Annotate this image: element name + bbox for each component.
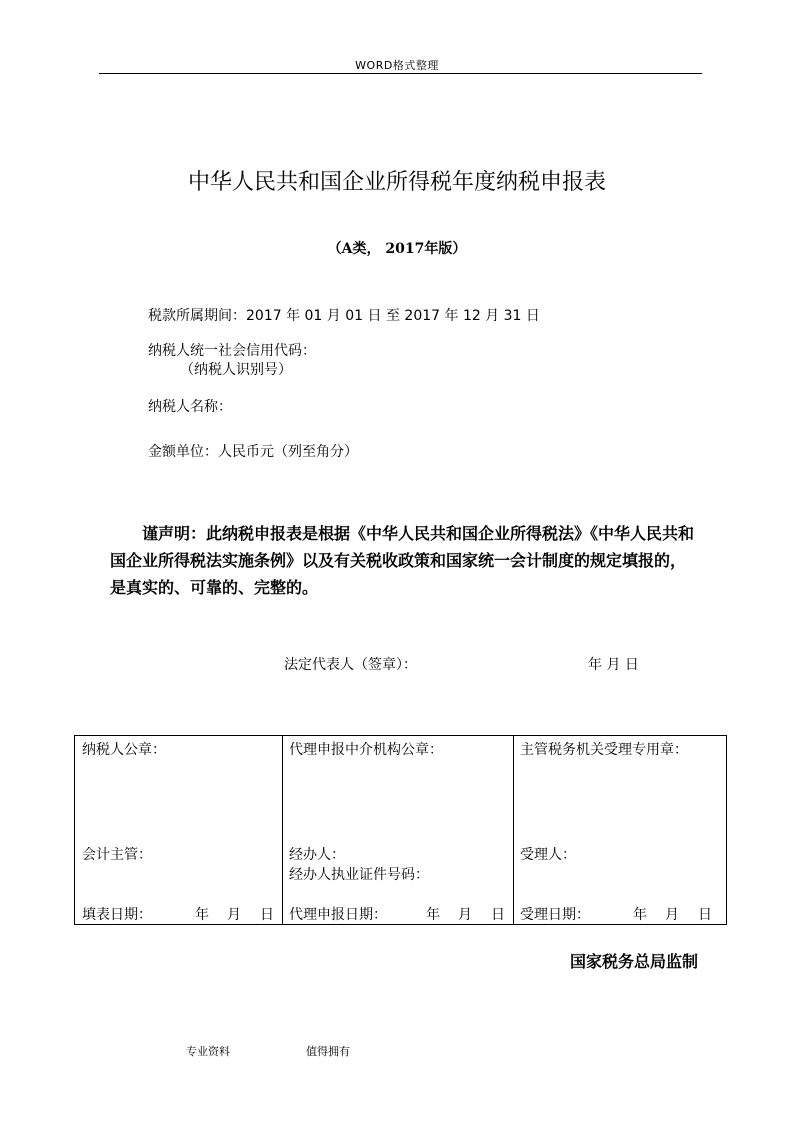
legal-rep-date: 年 月 日	[588, 657, 639, 673]
receiver-label: 受理人：	[520, 847, 576, 863]
credit-code-label: 纳税人统一社会信用代码：	[148, 343, 316, 359]
form-subtitle: （A类， 2017年版）	[327, 241, 467, 257]
fill-date-year: 年	[195, 907, 209, 923]
fill-date-label: 填表日期：	[82, 907, 152, 923]
agency-date-year: 年	[426, 907, 440, 923]
agency-seal-label: 代理申报中介机构公章：	[289, 742, 443, 758]
agency-date-day: 日	[491, 907, 505, 923]
fill-date-day: 日	[260, 907, 274, 923]
taxpayer-seal-cell	[75, 736, 283, 925]
header-rule	[99, 73, 702, 74]
tax-authority-seal-label: 主管税务机关受理专用章：	[520, 742, 688, 758]
tax-period: 税款所属期间：2017 年 01 月 01 日 至 2017 年 12 月 31 日	[148, 308, 540, 324]
fill-date-month: 月	[227, 907, 241, 923]
handler-cert-label: 经办人执业证件号码：	[289, 867, 429, 883]
taxpayer-id-note: （纳税人识别号）	[180, 362, 292, 378]
stamp-table	[74, 735, 727, 925]
legal-rep-label: 法定代表人（签章）：	[284, 657, 417, 673]
receive-date-day: 日	[698, 907, 712, 923]
amount-unit: 金额单位：人民币元（列至角分）	[148, 444, 358, 460]
receive-date-year: 年	[633, 907, 647, 923]
receive-date-label: 受理日期：	[520, 907, 590, 923]
receive-date-month: 月	[665, 907, 679, 923]
taxpayer-seal-label: 纳税人公章：	[82, 742, 166, 758]
accountant-label: 会计主管：	[82, 847, 152, 863]
tax-authority-seal-cell	[514, 736, 727, 925]
agency-seal-cell	[283, 736, 514, 925]
taxpayer-name-label: 纳税人名称：	[148, 399, 232, 415]
supervision-note: 国家税务总局监制	[569, 952, 698, 971]
agency-date-label: 代理申报日期：	[289, 907, 387, 923]
footer-left: 专业资料	[186, 1045, 230, 1058]
agency-date-month: 月	[458, 907, 472, 923]
footer-right: 值得拥有	[306, 1045, 350, 1058]
page-header: WORD格式整理	[355, 59, 439, 72]
declaration-text: 谨声明：此纳税申报表是根据《中华人民共和国企业所得税法》《中华人民共和国企业所得税法实施条例》以及有关税收政策和国家统一会计制度的规定填报的，是真实的、可靠的、完整的。	[110, 524, 695, 597]
form-title: 中华人民共和国企业所得税年度纳税申报表	[187, 170, 606, 195]
handler-label: 经办人：	[289, 847, 345, 863]
